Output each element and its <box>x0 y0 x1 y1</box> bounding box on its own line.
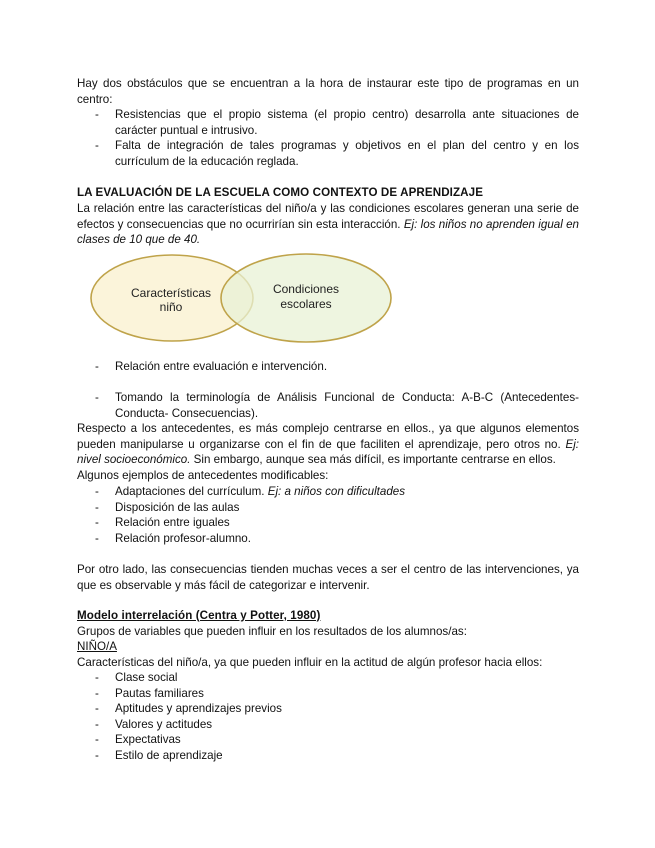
list-item: - Adaptaciones del currículum. Ej: a niños con dificultades <box>95 485 406 498</box>
model-intro: Grupos de variables que pueden influir en los resultados de los alumnos/as: <box>77 625 467 638</box>
relation-list <box>77 359 579 375</box>
list-item: - Relación entre iguales <box>95 516 230 530</box>
dash-bullet: - <box>95 748 99 762</box>
list-item: - Disposición de las aulas <box>95 500 240 514</box>
dash-bullet: - <box>95 516 99 530</box>
list-item: - Expectativas <box>95 733 181 747</box>
dash-bullet: - <box>95 531 99 545</box>
example-text: Ej: a niños con dificultades <box>267 485 406 498</box>
list-item: - Tomando la terminología de Análisis Funcional de Conducta: A-B-C (Antecedentes-Conducta- Consecuencias). <box>95 391 579 420</box>
venn-left-label-line1: Características <box>130 286 212 300</box>
dash-bullet: - <box>95 485 99 498</box>
list-item: - Relación entre evaluación e intervención. <box>95 360 328 373</box>
example-text: Ej: nivel socioeconómico. <box>77 437 579 467</box>
dash-bullet: - <box>95 733 99 747</box>
dash-bullet: - <box>95 686 99 700</box>
list-item: - Valores y actitudes <box>95 717 213 731</box>
dash-bullet: - <box>95 108 99 121</box>
model-heading: Modelo interrelación (Centra y Potter, 1980) <box>77 609 321 622</box>
dash-bullet: - <box>95 717 99 731</box>
dash-bullet: - <box>95 139 99 153</box>
dash-bullet: - <box>95 702 99 716</box>
dash-bullet: - <box>95 391 99 404</box>
venn-diagram <box>85 250 397 345</box>
child-characteristics-list <box>77 670 579 764</box>
section-paragraph: La relación entre las características del niño/a y las condiciones escolares generan una serie de efectos y consecuencias que no ocurrirían sin esta interacción. Ej: los niños no aprenden igual en clases de 10 que de 40. <box>77 202 579 247</box>
venn-right-label-line2: escolares <box>280 297 332 311</box>
dash-bullet: - <box>95 671 99 684</box>
antecedents-list <box>77 484 579 546</box>
list-item: - Aptitudes y aprendizajes previos <box>95 702 282 716</box>
list-item: - Pautas familiares <box>95 686 204 700</box>
list-item: - Relación profesor-alumno. <box>95 531 251 545</box>
dash-bullet: - <box>95 500 99 514</box>
intro-paragraph: Hay dos obstáculos que se encuentran a la hora de instaurar este tipo de programas en un centro: <box>77 77 579 106</box>
antecedents-paragraph: Respecto a los antecedentes, es más complejo centrarse en ellos., ya que algunos elementos pueden manipularse u organizarse con el fin de que faciliten el aprendizaje, pero otros no. Ej: nivel socioeconómico. Sin embargo, aunque sea más difícil, es importante centrarse en ellos. <box>77 422 579 467</box>
list-item: - Clase social <box>95 671 178 684</box>
consequences-paragraph: Por otro lado, las consecuencias tienden muchas veces a ser el centro de las intervenciones, ya que es observable y más fácil de categorizar e intervenir. <box>77 563 579 592</box>
venn-left-label-line2: niño <box>159 300 183 314</box>
child-description: Características del niño/a, ya que pueden influir en la actitud de algún profesor hacia ellos: <box>77 656 543 669</box>
child-subheading: NIÑO/A <box>77 640 117 653</box>
antecedents-examples-intro: Algunos ejemplos de antecedentes modificables: <box>77 469 329 482</box>
venn-right-label-line1: Condiciones <box>272 282 340 296</box>
list-item: - Resistencias que el propio sistema (el propio centro) desarrolla ante situaciones de carácter puntual e intrusivo. <box>95 108 579 137</box>
obstacles-list <box>77 107 579 169</box>
list-item: - Estilo de aprendizaje <box>95 748 223 762</box>
dash-bullet: - <box>95 360 99 373</box>
list-item: - Falta de integración de tales programas y objetivos en el plan del centro y en los currículum de la educación reglada. <box>95 139 579 168</box>
example-text: Ej: los niños no aprenden igual en clases de 10 que de 40. <box>77 217 579 247</box>
section-heading: LA EVALUACIÓN DE LA ESCUELA COMO CONTEXTO DE APRENDIZAJE <box>77 186 484 199</box>
terminology-list <box>77 390 579 421</box>
